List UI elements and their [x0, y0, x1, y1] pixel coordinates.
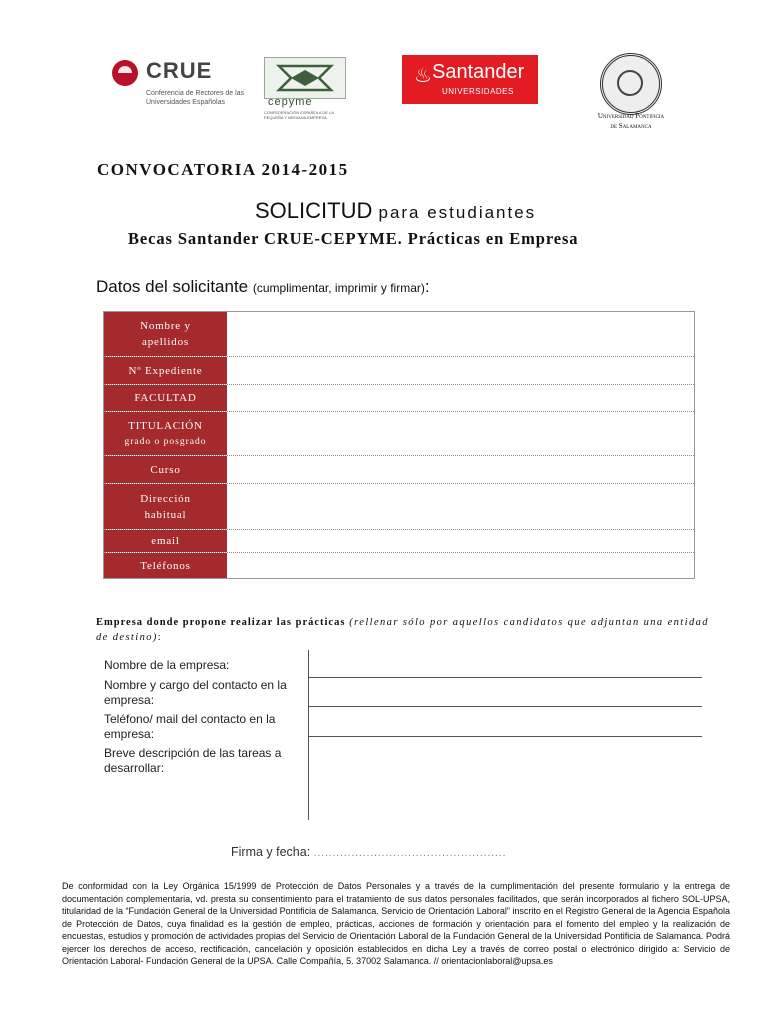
applicant-label: [104, 456, 227, 483]
crue-logo-icon: [112, 60, 138, 86]
nombre-apellidos-field[interactable]: [228, 312, 694, 356]
empresa-tareas-field[interactable]: [310, 740, 700, 818]
curso-field[interactable]: [228, 456, 694, 483]
applicant-label: [104, 484, 227, 529]
applicant-label: [104, 553, 227, 578]
applicant-label: [104, 530, 227, 552]
applicant-row-direccion: [104, 484, 694, 530]
firma-label: Firma y fecha:: [231, 845, 311, 859]
label-line1: email: [151, 535, 180, 547]
applicant-label: [104, 412, 227, 455]
applicant-table: [103, 311, 695, 579]
upsa-seal-icon: [600, 53, 662, 115]
applicant-section-title: [96, 277, 430, 297]
label-line1: Teléfonos: [140, 559, 191, 572]
label-line2: apellidos: [142, 336, 189, 348]
applicant-row-curso: [104, 456, 694, 484]
applicant-row-expediente: [104, 357, 694, 385]
cepyme-logo-subtitle: CONFEDERACIÓN ESPAÑOLA DE LA PEQUEÑA Y MEDIANA EMPRESA: [264, 110, 334, 120]
applicant-row-email: [104, 530, 694, 553]
empresa-label-nombre: Nombre de la empresa:: [104, 658, 230, 672]
upsa-name-line2: de Salamanca: [610, 122, 652, 130]
empresa-label-telefono: Teléfono/ mail del contacto en la empresa:: [104, 712, 276, 741]
crue-logo-name: CRUE: [146, 58, 213, 83]
label-line2: grado o posgrado: [124, 436, 207, 447]
facultad-field[interactable]: [228, 385, 694, 411]
telefonos-field[interactable]: [228, 553, 694, 578]
solicitud-main: SOLICITUD: [255, 198, 373, 223]
applicant-label: [104, 357, 227, 384]
santander-logo: [402, 55, 538, 104]
label-line1: Curso: [150, 463, 181, 476]
empresa-title-note: (rellenar sólo por aquellos candidatos que adjuntan una entidad de destino): [96, 617, 709, 643]
upsa-name-line1: Universidad Pontificia: [597, 112, 665, 120]
legal-notice: De conformidad con la Ley Orgánica 15/1999 de Protección de Datos Personales y a través de la cumplimentación del presente formulario y la entrega de documentación complementaria, vd. presta su consentimiento para el tratamiento de sus datos personales facilitados, que serán incorporados al fichero SOL-UPSA, titularidad de la “Fundación General de la Universidad Pontificia de Salamanca. Servicio de Orientación Laboral” inscrito en el Registro General de la Agencia Española de Protección de Datos, cuya finalidad es la gestión de empleo, prácticas, acciones de formación y orientación para el fomento del empleo y la realización de encuestas, estudios y promoción de actividades propias del Servicio de Orientación Laboral de la Fundación General de la Universidad Pontificia de Salamanca. Podrá ejercer los derechos de acceso, rectificación, cancelación y oposición establecidos en dicha Ley a través de correo postal o electrónico dirigido a: Servicio de Orientación Laboral- Fundación General de la UPSA. Calle Compañía, 5. 37002 Salamanca. // orientacionlaboral@upsa.es: [62, 881, 730, 966]
label-line1: Nº Expediente: [128, 364, 203, 377]
label-line1: Nombre y: [140, 320, 191, 332]
empresa-divider: [308, 650, 309, 820]
label-line1: Dirección: [140, 492, 191, 505]
convocatoria-title: CONVOCATORIA 2014-2015: [97, 160, 349, 179]
santander-logo-name: Santander: [432, 61, 525, 83]
firma-fecha: [231, 845, 506, 859]
solicitud-title: [255, 198, 536, 224]
firma-field[interactable]: ...................................................: [313, 848, 507, 859]
flame-icon: ♨: [414, 65, 432, 87]
empresa-telefono-field[interactable]: [308, 736, 702, 737]
applicant-label: [104, 385, 227, 411]
applicant-row-titulacion: [104, 412, 694, 456]
direccion-field[interactable]: [228, 484, 694, 529]
label-line1: TITULACIÓN: [128, 419, 203, 432]
applicant-section-main: Datos del solicitante: [96, 277, 249, 296]
empresa-label-tareas: Breve descripción de las tareas a desarrollar:: [104, 746, 282, 775]
cepyme-logo-name: cepyme: [268, 96, 313, 108]
empresa-section-title: [96, 615, 716, 645]
empresa-contacto-field[interactable]: [308, 706, 702, 707]
cepyme-logo-icon: [264, 57, 346, 99]
santander-logo-subtitle: UNIVERSIDADES: [442, 87, 514, 96]
expediente-field[interactable]: [228, 357, 694, 384]
becas-title: Becas Santander CRUE-CEPYME. Prácticas en Empresa: [128, 229, 579, 248]
applicant-row-facultad: [104, 385, 694, 412]
crue-logo-subtitle: Conferencia de Rectores de las Universidades Españolas: [146, 90, 245, 106]
applicant-row-nombre: [104, 312, 694, 357]
label-line1: FACULTAD: [134, 392, 197, 404]
empresa-title-main: Empresa donde propone realizar las prácticas: [96, 617, 346, 628]
empresa-nombre-field[interactable]: [308, 677, 702, 678]
titulacion-field[interactable]: [228, 412, 694, 455]
empresa-title-colon: :: [157, 632, 162, 643]
empresa-label-contacto: Nombre y cargo del contacto en la empresa:: [104, 678, 287, 707]
email-field[interactable]: [228, 530, 694, 552]
applicant-row-telefonos: [104, 553, 694, 578]
applicant-section-note: (cumplimentar, imprimir y firmar): [252, 281, 425, 295]
applicant-section-colon: :: [424, 277, 430, 296]
applicant-label: [104, 312, 227, 356]
label-line2: habitual: [144, 508, 187, 521]
solicitud-subtitle: para estudiantes: [378, 203, 537, 222]
upsa-logo-name: [586, 111, 676, 131]
